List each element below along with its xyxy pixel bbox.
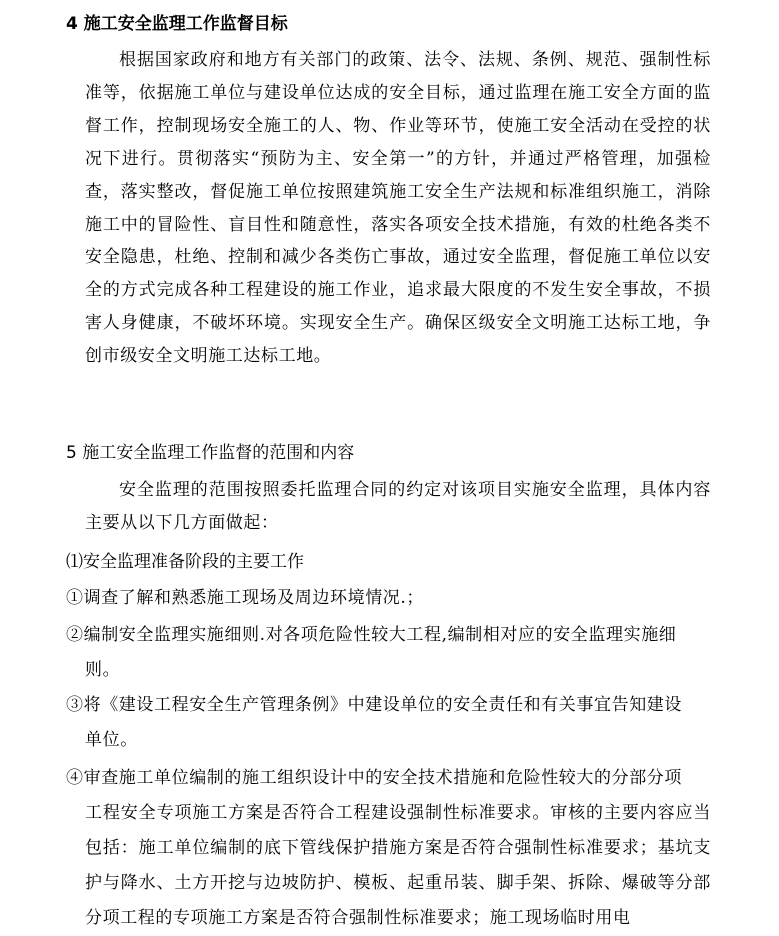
list-item-continuation: 工程安全专项施工方案是否符合工程建设强制性标准要求。审核的主要内容应当包括：施工单位编制的底下管线保护措施方案是否符合强制性标准要求；基坑支护与降水、土方开挖与边坡防护、模板、起重吊装、脚手架、拆除、爆破等分部分项工程的专项施工方案是否符合强制性标准要求；施工现场临时用电 [85, 803, 711, 928]
list-item-continuation: 单位。 [85, 730, 138, 750]
list-item [66, 618, 711, 688]
list-item [66, 761, 711, 936]
preparation-stage-subheading: ⑴安全监理准备阶段的主要工作 [66, 552, 304, 572]
section-5-heading: 5 施工安全监理工作监督的范围和内容 [66, 443, 355, 463]
list-item [66, 581, 711, 616]
list-item-continuation: 则。 [85, 660, 121, 680]
section-5-paragraph: 安全监理的范围按照委托监理合同的约定对该项目实施安全监理，具体内容主要从以下几方面做起： [85, 480, 711, 533]
section-4-heading: 4 施工安全监理工作监督目标 [66, 14, 288, 34]
section-4-paragraph: 根据国家政府和地方有关部门的政策、法令、法规、条例、规范、强制性标准等，依据施工单位与建设单位达成的安全目标，通过监理在施工安全方面的监督工作，控制现场安全施工的人、物、作业等环节，使施工安全活动在受控的状况下进行。贯彻落实“预防为主、安全第一”的方针，并通过严格管理，加强检查，落实整改，督促施工单位按照建筑施工安全生产法规和标准组织施工，消除施工中的冒险性、盲目性和随意性，落实各项安全技术措施，有效的杜绝各类不安全隐患，杜绝、控制和减少各类伤亡事故，通过安全监理，督促施工单位以安全的方式完成各种工程建设的施工作业，追求最大限度的不发生安全事故，不损害人身健康，不破坏环境。实现安全生产。确保区级安全文明施工达标工地，争创市级安全文明施工达标工地。 [85, 50, 711, 367]
list-item-text: ①调查了解和熟悉施工现场及周边环境情况.； [66, 588, 425, 608]
list-item-text: ②编制安全监理实施细则.对各项危险性较大工程,编制相对应的安全监理实施细 [66, 625, 677, 645]
list-item-text: ③将《建设工程安全生产管理条例》中建设单位的安全责任和有关事宜告知建设 [66, 695, 682, 715]
list-item-text: ④审查施工单位编制的施工组织设计中的安全技术措施和危险性较大的分部分项 [66, 768, 682, 788]
list-item [66, 688, 711, 758]
